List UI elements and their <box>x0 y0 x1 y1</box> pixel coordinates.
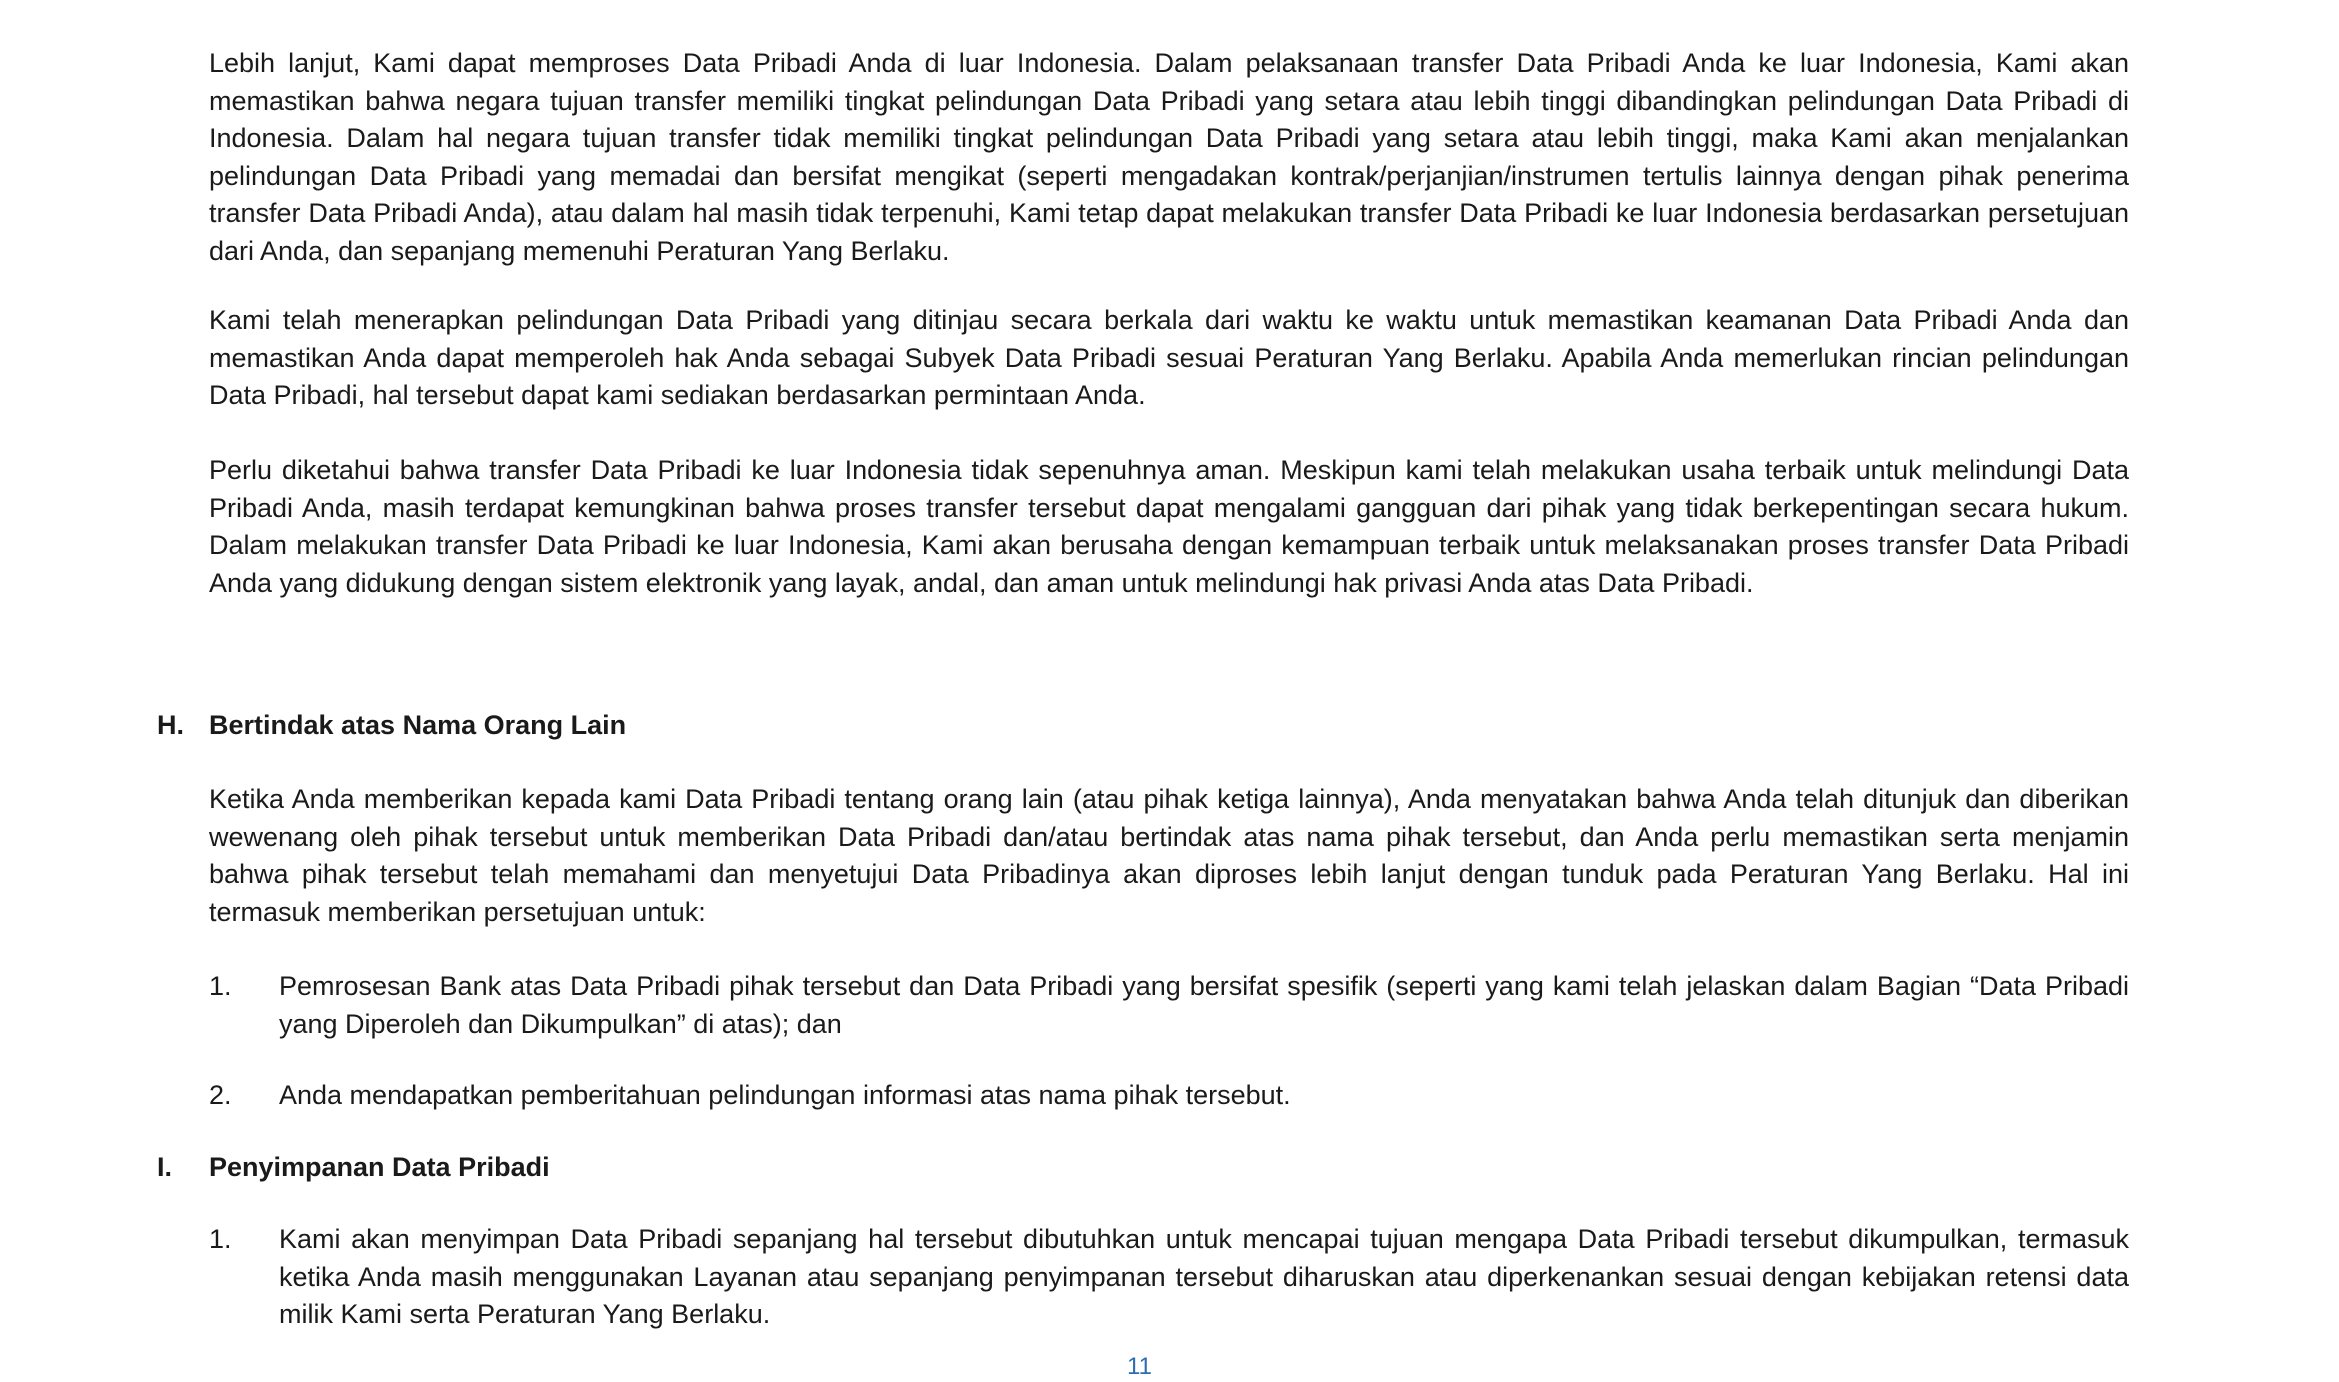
list-item-text: Anda mendapatkan pemberitahuan pelindungan informasi atas nama pihak tersebut. <box>279 1080 1291 1110</box>
list-item <box>209 1077 2129 1115</box>
paragraph-protection-review: Kami telah menerapkan pelindungan Data Pribadi yang ditinjau secara berkala dari waktu ke waktu untuk memastikan keamanan Data Pribadi Anda dan memastikan Anda dapat memperoleh hak Anda sebagai Subyek Data Pribadi sesuai Peraturan Yang Berlaku. Apabila Anda memerlukan rincian pelindungan Data Pribadi, hal tersebut dapat kami sediakan berdasarkan permintaan Anda. <box>209 305 2129 410</box>
page-number: 11 <box>1127 1353 1152 1380</box>
list-item <box>209 968 2129 1043</box>
paragraph-transfer-outside-indonesia: Lebih lanjut, Kami dapat memproses Data Pribadi Anda di luar Indonesia. Dalam pelaksanaan transfer Data Pribadi Anda ke luar Indonesia, Kami akan memastikan bahwa negara tujuan transfer memiliki tingkat pelindungan Data Pribadi yang setara atau lebih tinggi dibandingkan pelindungan Data Pribadi di Indonesia. Dalam hal negara tujuan transfer tidak memiliki tingkat pelindungan Data Pribadi yang setara atau lebih tinggi, maka Kami akan menjalankan pelindungan Data Pribadi yang memadai dan bersifat mengikat (seperti mengadakan kontrak/perjanjian/instrumen tertulis lainnya dengan pihak penerima transfer Data Pribadi Anda), atau dalam hal masih tidak terpenuhi, Kami tetap dapat melakukan transfer Data Pribadi ke luar Indonesia berdasarkan persetujuan dari Anda, dan sepanjang memenuhi Peraturan Yang Berlaku. <box>209 48 2129 266</box>
list-number: 2. <box>209 1080 232 1110</box>
list-number: 1. <box>209 971 232 1001</box>
list-number: 1. <box>209 1224 232 1254</box>
list-item <box>209 1221 2129 1334</box>
section-h-intro: Ketika Anda memberikan kepada kami Data Pribadi tentang orang lain (atau pihak ketiga lainnya), Anda menyatakan bahwa Anda telah ditunjuk dan diberikan wewenang oleh pihak tersebut untuk memberikan Data Pribadi dan/atau bertindak atas nama pihak tersebut, dan Anda perlu memastikan serta menjamin bahwa pihak tersebut telah memahami dan menyetujui Data Pribadinya akan diproses lebih lanjut dengan tunduk pada Peraturan Yang Berlaku. Hal ini termasuk memberikan persetujuan untuk: <box>209 784 2129 927</box>
section-h-title: Bertindak atas Nama Orang Lain <box>209 710 627 740</box>
section-h-letter: H. <box>157 710 184 740</box>
paragraph-transfer-risk: Perlu diketahui bahwa transfer Data Pribadi ke luar Indonesia tidak sepenuhnya aman. Meskipun kami telah melakukan usaha terbaik untuk melindungi Data Pribadi Anda, masih terdapat kemungkinan bahwa proses transfer tersebut dapat mengalami gangguan dari pihak yang tidak berkepentingan secara hukum. Dalam melakukan transfer Data Pribadi ke luar Indonesia, Kami akan berusaha dengan kemampuan terbaik untuk melaksanakan proses transfer Data Pribadi Anda yang didukung dengan sistem elektronik yang layak, andal, dan aman untuk melindungi hak privasi Anda atas Data Pribadi. <box>209 455 2129 598</box>
section-i-letter: I. <box>157 1152 173 1182</box>
list-item-text: Kami akan menyimpan Data Pribadi sepanjang hal tersebut dibutuhkan untuk mencapai tujuan mengapa Data Pribadi tersebut dikumpulkan, termasuk ketika Anda masih menggunakan Layanan atau sepanjang penyimpanan tersebut diharuskan atau diperkenankan sesuai dengan kebijakan retensi data milik Kami serta Peraturan Yang Berlaku. <box>279 1224 2129 1329</box>
section-i-title: Penyimpanan Data Pribadi <box>209 1152 550 1182</box>
list-item-text: Pemrosesan Bank atas Data Pribadi pihak tersebut dan Data Pribadi yang bersifat spesifik (seperti yang kami telah jelaskan dalam Bagian “Data Pribadi yang Diperoleh dan Dikumpulkan” di atas); dan <box>279 971 2129 1039</box>
